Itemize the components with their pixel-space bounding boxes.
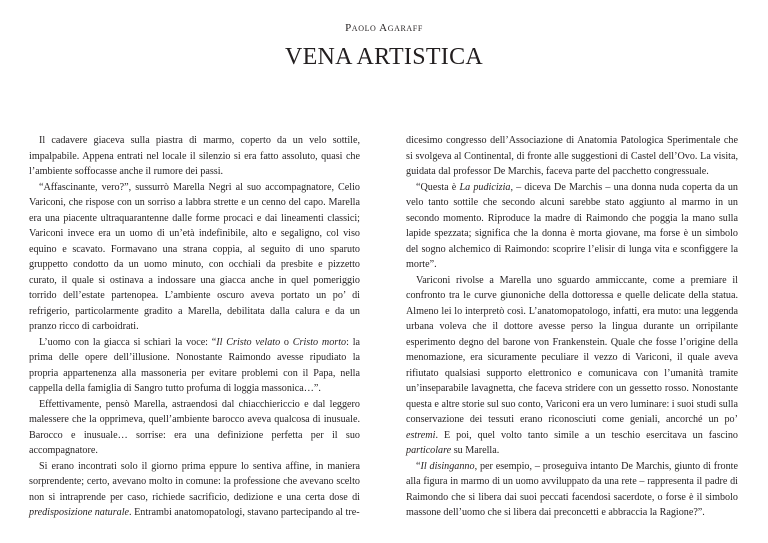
text-run: . Entrambi anatomopatologi, stavano partecipando al tre- bbox=[129, 507, 360, 518]
italic-run: Il Cristo velato bbox=[216, 336, 281, 348]
text-run: . E poi, quel volto tanto simile a un teschio esercitava un fascino bbox=[435, 429, 738, 441]
italic-run: estremi bbox=[406, 429, 436, 441]
text-run: “ bbox=[416, 460, 421, 472]
paragraph: Effettivamente, pensò Marella, astraendosi dal chiacchiericcio e dal leggero malessere che la opprimeva, quell’ambiente barocco aveva qualcosa di inusuale. Barocco e inusuale… sorrise: era una definizione perfetta per il suo accompagnatore. bbox=[29, 398, 360, 456]
paragraph: Il cadavere giaceva sulla piastra di marmo, coperto da un velo sottile, impalpabile. Appena entrati nel locale il silenzio si era fatto assoluto, quasi che l’ambiente soffocasse anche il rumore dei passi. bbox=[29, 135, 360, 177]
paragraph: dicesimo congresso dell’Associazione di Anatomia Patologica Sperimentale che si svolgeva al Continental, di fronte alle suggestioni di Castel dell’Ovo. La visita, guidata dal professor De Marchis, faceva parte del pacchetto congressuale. bbox=[406, 135, 738, 177]
author-name: Paolo Agaraff bbox=[345, 22, 423, 34]
text-run: , per esempio, – proseguiva intanto De Marchis, giunto di fronte alla figura in marmo di un uomo avviluppato da una rete – rappresenta il padre di Raimondo che si libera dai suoi peccati facendosi sacerdote, o forse è il simbolo massone dell’uomo che si libera dai preconcetti e abbraccia la Ragione?”. bbox=[406, 460, 738, 518]
paragraph bbox=[29, 335, 360, 397]
text-run: L’uomo con la giacca si schiarì la voce: “ bbox=[39, 336, 217, 348]
italic-run: Cristo morto bbox=[292, 336, 347, 348]
text-run: “Questa è bbox=[416, 181, 460, 193]
italic-run: particolare bbox=[406, 445, 452, 456]
text-run: su Marella. bbox=[451, 445, 500, 456]
story-title: VENA ARTISTICA bbox=[284, 44, 484, 70]
italic-run: La pudicizia bbox=[459, 181, 511, 193]
text-run: Variconi rivolse a Marella uno sguardo ammiccante, come a premiare il confronto tra le curve giunoniche della dottoressa e quelle delicate della statua. Almeno lei lo interpretò così. L’anatomopatologo, infatti, era muto: una leggenda urbana voleva che il dottore avesse perso la lingua durante un orripilante esperimento degno del barone von Frankenstein. Quale che fosse l’origine della menomazione, era sicuramente peculiare il vezzo di Variconi, il quale aveva rifiutato qualsiasi supporto elettronico e comunicava con l’umanità tramite un’inseparabile lavagnetta, che faceva stridere con un gessetto rosso. Nonostante questa e altre storie sul suo conto, Variconi era un vero luminare: i suoi studi sulla conservazione dei tessuti erano riconosciuti come geniali, ancorché un po’ bbox=[406, 274, 738, 425]
paragraph: “Affascinante, vero?”, sussurrò Marella Negri al suo accompagnatore, Celio Variconi, che rispose con un sorriso a labbra strette e un cenno del capo. Marella era una piacente ultraquarantenne dalle forme procaci e dai lineamenti classici; Variconi invece era un uomo di un’età indefinibile, alto e segaligno, col viso equino e scavato. Formavano una strana coppia, al seguito di uno sparuto gruppetto condotto da un uomo minuto, con occhiali da presbite e pizzetto curato, il quale si ostinava a indossare una giacca anche in quel pomeriggio torrido dell’estate partenopea. L’ambiente oscuro aveva portato un po’ di refrigerio, particolarmente gradito a Marella, debilitata dalla calura e da un pranzo ricco di carboidrati. bbox=[29, 181, 360, 332]
paragraph bbox=[406, 180, 738, 273]
text-run: , – diceva De Marchis – una donna nuda coperta da un velo tanto sottile che secondo alcuni sarebbe stato aggiunto al marmo in un secondo momento. Riproduce la madre di Raimondo che poggia la mano sulla lapide spezzata; significa che la donna è morta giovane, ma forse è un simbolo del sogno alchemico di Raimondo: scoprire l’elisir di lunga vita e sconfiggere la morte”. bbox=[406, 181, 738, 270]
paragraph bbox=[406, 459, 738, 521]
italic-run: Il disinganno bbox=[420, 460, 475, 472]
right-column bbox=[406, 133, 738, 521]
text-run: : la prima delle opere dell’illusione. Nonostante Raimondo avesse ripudiato la propria appartenenza alla massoneria per evitare problemi con il Papa, nella cappella della famiglia di Sangro tutto profuma di loggia massonica…”. bbox=[29, 336, 361, 394]
italic-run: predisposizione naturale bbox=[29, 507, 130, 518]
text-run: o bbox=[280, 336, 293, 348]
left-column bbox=[29, 133, 360, 521]
text-run: Si erano incontrati solo il giorno prima eppure lo sentiva affine, in maniera sorprendente; certo, avevano molto in comune: la professione che avevano scelto non si intraprende per caso, richiede sacrificio, dedizione e una certa dose di bbox=[29, 460, 360, 503]
paragraph bbox=[406, 273, 738, 459]
paragraph bbox=[29, 459, 360, 521]
